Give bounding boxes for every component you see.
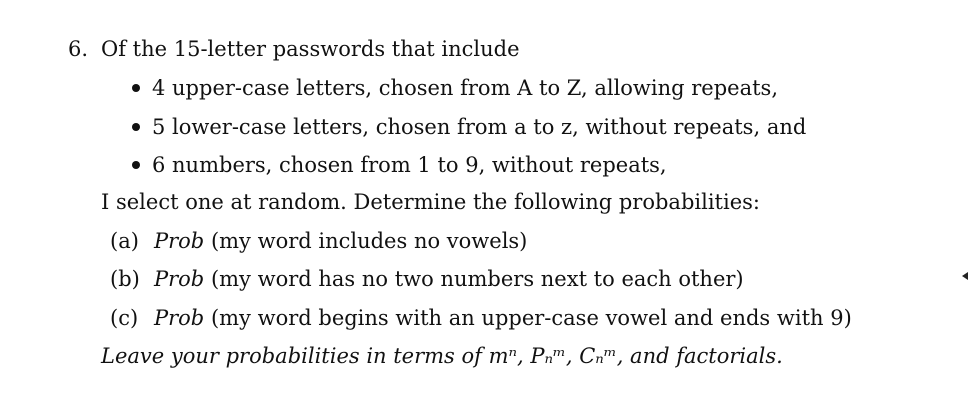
bullet-text: 4 upper-case letters, chosen from A to Z, allowing repeats, [152,76,779,100]
question-number: 6. [68,37,89,61]
bullet-dot-icon [132,123,140,131]
part-text: (my word includes no vowels) [210,229,528,253]
instruction-text: I select one at random. Determine the following probabilities: [101,190,760,214]
bullet-text: 5 lower-case letters, chosen from a to z, without repeats, and [152,115,807,139]
part-text: (my word has no two numbers next to each other) [210,267,744,291]
part-item [110,266,744,292]
part-text: (my word begins with an upper-case vowel and ends with 9) [210,306,852,330]
bullet-dot-icon [132,84,140,92]
bullet-text: 6 numbers, chosen from 1 to 9, without repeats, [152,153,667,177]
prob-term: Prob [154,267,205,291]
part-label: (a) [110,229,139,253]
part-label: (c) [110,306,139,330]
part-label: (b) [110,267,140,291]
question-intro: Of the 15-letter passwords that include [101,37,520,61]
bullet-dot-icon [132,161,140,169]
prob-term: Prob [154,306,205,330]
part-item [110,305,852,331]
edge-arrow-icon [962,272,968,280]
bullet-item [132,114,807,140]
closing-note: Leave your probabilities in terms of mⁿ, Pₙᵐ, Cₙᵐ, and factorials. [101,344,783,368]
prob-term: Prob [154,229,205,253]
part-item [110,228,527,254]
bullet-item [132,75,779,101]
bullet-item [132,152,667,178]
